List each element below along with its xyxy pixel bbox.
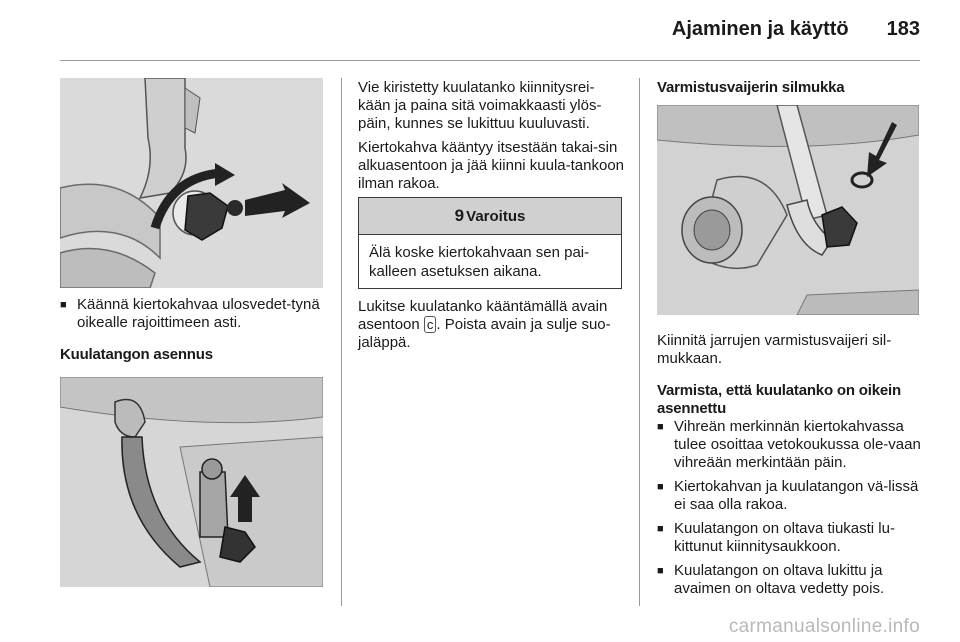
- warning-title-text: Varoitus: [466, 207, 526, 225]
- list-item: ■ Kuulatangon on oltava lukittu ja avaimen on oltava vedetty pois.: [657, 562, 922, 598]
- paragraph-handle-return: Kiertokahva kääntyy itsestään takai-sin alkuasentoon ja jää kiinni kuula-tankoon ilman rakoa.: [358, 139, 625, 192]
- watermark: carmanualsonline.info: [728, 616, 920, 637]
- column-divider-1: [341, 78, 342, 606]
- column-2-text: [358, 79, 624, 199]
- warning-body: Älä koske kiertokahvaan sen pai-kalleen asetuksen aikana.: [369, 244, 590, 280]
- paragraph-lock: [358, 298, 626, 352]
- handle-rotation-illustration: [60, 78, 323, 288]
- section-heading-check: Varmista, että kuulatanko on oikein asennettu: [657, 382, 901, 417]
- safety-cable-eye-illustration: [657, 105, 919, 315]
- warning-box: [358, 197, 622, 289]
- page-number: 183: [886, 18, 920, 40]
- section-heading-cable-eye: Varmistusvaijerin silmukka: [657, 79, 845, 96]
- list-item: ■ Kuulatangon on oltava tiukasti lu-kittunut kiinnitysaukkoon.: [657, 520, 922, 556]
- list-item: ■ Vihreän merkinnän kiertokahvassa tulee osoittaa vetokoukussa ole-vaan vihreään merkintään päin.: [657, 418, 922, 472]
- instruction-bullet: ■ Käännä kiertokahvaa ulosvedet-tynä oikealle rajoittimeen asti.: [60, 296, 330, 332]
- warning-icon: 9: [454, 206, 465, 225]
- column-divider-2: [639, 78, 640, 606]
- lock-symbol-icon: c: [424, 316, 437, 333]
- lock-text-before: Lukitse kuulatanko kääntämällä avain asentoon: [358, 298, 608, 333]
- warning-title: [359, 198, 621, 235]
- page-title: Ajaminen ja käyttö: [671, 18, 849, 40]
- page-header: [672, 18, 920, 41]
- ball-bar-insertion-illustration: [60, 377, 323, 587]
- column-1-text: [60, 296, 330, 370]
- list-item: ■ Kiertokahvan ja kuulatangon vä-lissä ei saa olla rakoa.: [657, 478, 922, 514]
- section-heading: Kuulatangon asennus: [60, 346, 213, 363]
- lock-text-after: . Poista avain ja sulje suo-jaläppä.: [358, 316, 611, 351]
- column-2-lower-text: [358, 298, 626, 358]
- header-divider: [60, 60, 920, 61]
- paragraph-attach-cable: Kiinnitä jarrujen varmistusvaijeri sil-mukkaan.: [657, 332, 892, 367]
- column-3-text: [657, 332, 922, 604]
- paragraph-insert: Vie kiristetty kuulatanko kiinnitysrei-kään ja paina sitä voimakkaasti ylös-päin, kunnes se lukittuu kuuluvasti.: [358, 79, 602, 132]
- column-3-heading-block: [657, 79, 922, 103]
